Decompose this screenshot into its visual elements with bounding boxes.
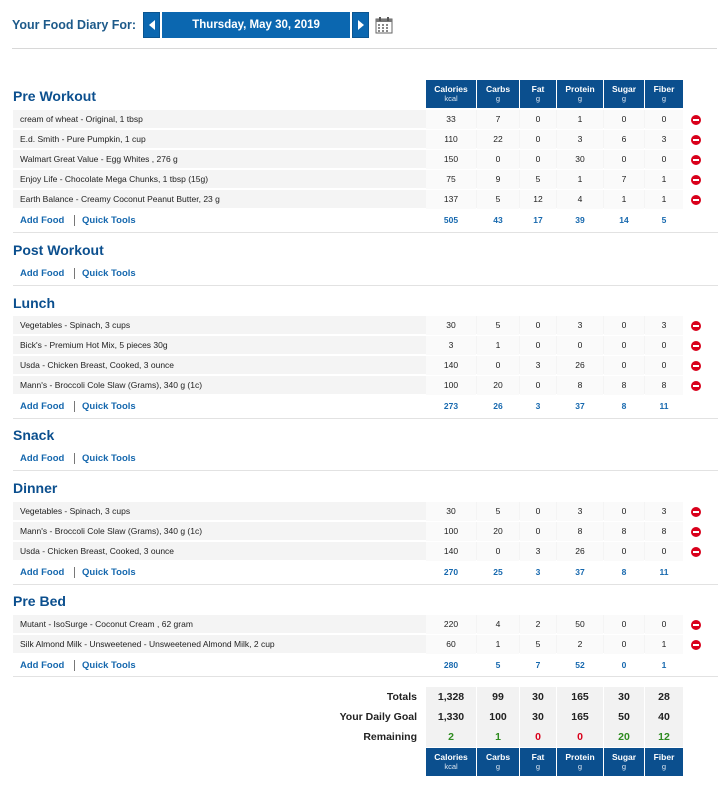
food-entry[interactable] bbox=[13, 150, 683, 169]
food-name: Bick's - Premium Hot Mix, 5 pieces 30g bbox=[20, 340, 168, 350]
column-header-sugar bbox=[604, 80, 644, 108]
section-divider bbox=[13, 232, 718, 233]
quick-tools-link[interactable]: Quick Tools bbox=[82, 567, 136, 578]
calories-value: 60 bbox=[426, 635, 476, 654]
remaining-sugar: 20 bbox=[604, 727, 644, 747]
delete-entry-icon[interactable] bbox=[691, 135, 701, 145]
carbs-value: 5 bbox=[477, 502, 519, 521]
meal-actions bbox=[13, 656, 683, 676]
column-name: Fiber bbox=[653, 84, 675, 94]
meal-total-sugar: 8 bbox=[621, 401, 627, 411]
carbs-value: 20 bbox=[477, 522, 519, 541]
column-unit: g bbox=[577, 762, 583, 771]
carbs-value: 9 bbox=[477, 170, 519, 189]
food-entry[interactable] bbox=[13, 336, 683, 355]
remaining-fat: 0 bbox=[520, 727, 556, 747]
protein-value: 0 bbox=[557, 336, 603, 355]
sugar-value: 7 bbox=[604, 170, 644, 189]
food-name: Mutant - IsoSurge - Coconut Cream , 62 gram bbox=[20, 619, 193, 629]
total-carbs: 99 bbox=[477, 687, 519, 707]
meal-total-protein: 52 bbox=[575, 660, 585, 670]
meal-total-carbs: 43 bbox=[493, 215, 503, 225]
food-entry[interactable] bbox=[13, 502, 683, 521]
delete-entry-icon[interactable] bbox=[691, 195, 701, 205]
meal-total-calories: 505 bbox=[443, 215, 459, 225]
delete-entry-icon[interactable] bbox=[691, 527, 701, 537]
summary-label: Totals bbox=[386, 691, 417, 703]
fiber-value: 0 bbox=[645, 542, 683, 561]
column-unit: g bbox=[495, 762, 501, 771]
meal-actions bbox=[13, 264, 683, 284]
sugar-value: 0 bbox=[604, 150, 644, 169]
goal-fat: 30 bbox=[520, 707, 556, 727]
summary-remaining-row bbox=[13, 727, 683, 747]
meal-actions bbox=[13, 563, 683, 583]
meal-total-protein: 37 bbox=[575, 401, 585, 411]
calories-value: 137 bbox=[426, 190, 476, 209]
diary-label: Your Food Diary For: bbox=[12, 18, 137, 32]
chevron-left-icon bbox=[149, 20, 155, 30]
food-name: Usda - Chicken Breast, Cooked, 3 ounce bbox=[20, 360, 175, 370]
delete-entry-icon[interactable] bbox=[691, 547, 701, 557]
protein-value: 1 bbox=[557, 110, 603, 129]
remaining-carbs: 1 bbox=[477, 727, 519, 747]
protein-value: 50 bbox=[557, 615, 603, 634]
fiber-value: 8 bbox=[645, 376, 683, 395]
sugar-value: 6 bbox=[604, 130, 644, 149]
calories-value: 140 bbox=[426, 356, 476, 375]
meal-total-carbs: 25 bbox=[493, 567, 503, 577]
meal-total-fiber: 1 bbox=[661, 660, 667, 670]
food-name: Silk Almond Milk - Unsweetened - Unsweetened Almond Milk, 2 cup bbox=[20, 639, 275, 649]
delete-entry-icon[interactable] bbox=[691, 341, 701, 351]
chevron-right-icon bbox=[358, 20, 364, 30]
carbs-value: 0 bbox=[477, 542, 519, 561]
food-entry[interactable] bbox=[13, 316, 683, 335]
meal-actions bbox=[13, 397, 683, 417]
meal-title-dinner: Dinner bbox=[13, 480, 58, 496]
quick-tools-link[interactable]: Quick Tools bbox=[82, 268, 136, 279]
column-footer-sugar bbox=[604, 748, 644, 776]
fat-value: 0 bbox=[520, 110, 556, 129]
column-header-fiber bbox=[645, 80, 683, 108]
protein-value: 4 bbox=[557, 190, 603, 209]
section-divider bbox=[13, 285, 718, 286]
food-name: Usda - Chicken Breast, Cooked, 3 ounce bbox=[20, 546, 175, 556]
column-unit: g bbox=[621, 762, 627, 771]
food-entry[interactable] bbox=[13, 110, 683, 129]
column-header-protein bbox=[557, 80, 603, 108]
protein-value: 3 bbox=[557, 316, 603, 335]
food-name: cream of wheat - Original, 1 tbsp bbox=[20, 114, 143, 124]
fat-value: 5 bbox=[520, 635, 556, 654]
food-name: Earth Balance - Creamy Coconut Peanut Butter, 23 g bbox=[20, 194, 220, 204]
total-fat: 30 bbox=[520, 687, 556, 707]
meal-total-fiber: 5 bbox=[661, 215, 667, 225]
sugar-value: 0 bbox=[604, 615, 644, 634]
remaining-calories: 2 bbox=[426, 727, 476, 747]
fat-value: 12 bbox=[520, 190, 556, 209]
column-unit: g bbox=[535, 762, 541, 771]
calendar-icon[interactable] bbox=[375, 16, 393, 34]
column-name: Sugar bbox=[611, 84, 637, 94]
meal-title-post-workout: Post Workout bbox=[13, 242, 104, 258]
calories-value: 100 bbox=[426, 376, 476, 395]
fiber-value: 0 bbox=[645, 110, 683, 129]
remaining-fiber: 12 bbox=[645, 727, 683, 747]
calories-value: 220 bbox=[426, 615, 476, 634]
sugar-value: 0 bbox=[604, 356, 644, 375]
food-name: Mann's - Broccoli Cole Slaw (Grams), 340 g (1c) bbox=[20, 526, 203, 536]
meal-total-sugar: 8 bbox=[621, 567, 627, 577]
delete-entry-icon[interactable] bbox=[691, 361, 701, 371]
sugar-value: 1 bbox=[604, 190, 644, 209]
link-separator bbox=[74, 401, 75, 412]
food-name: Mann's - Broccoli Cole Slaw (Grams), 340 g (1c) bbox=[20, 380, 203, 390]
protein-value: 3 bbox=[557, 130, 603, 149]
total-calories: 1,328 bbox=[426, 687, 476, 707]
meal-actions bbox=[13, 449, 683, 469]
fat-value: 5 bbox=[520, 170, 556, 189]
column-unit: g bbox=[661, 762, 667, 771]
carbs-value: 5 bbox=[477, 190, 519, 209]
delete-entry-icon[interactable] bbox=[691, 155, 701, 165]
column-name: Calories bbox=[434, 84, 468, 94]
food-entry[interactable] bbox=[13, 635, 683, 654]
sugar-value: 0 bbox=[604, 635, 644, 654]
calories-value: 30 bbox=[426, 502, 476, 521]
column-unit: kcal bbox=[444, 94, 458, 103]
goal-fiber: 40 bbox=[645, 707, 683, 727]
food-entry[interactable] bbox=[13, 615, 683, 634]
column-name: Fiber bbox=[653, 752, 675, 762]
add-food-link[interactable]: Add Food bbox=[20, 215, 65, 226]
column-header-carbs bbox=[477, 80, 519, 108]
section-divider bbox=[13, 418, 718, 419]
fat-value: 0 bbox=[520, 336, 556, 355]
meal-total-carbs: 5 bbox=[495, 660, 501, 670]
column-header-calories bbox=[426, 80, 476, 108]
meal-total-calories: 280 bbox=[443, 660, 459, 670]
column-footer-fat bbox=[520, 748, 556, 776]
meal-total-protein: 39 bbox=[575, 215, 585, 225]
column-unit: g bbox=[495, 94, 501, 103]
calories-value: 140 bbox=[426, 542, 476, 561]
next-day-button[interactable] bbox=[352, 12, 369, 38]
link-separator bbox=[74, 567, 75, 578]
delete-entry-icon[interactable] bbox=[691, 381, 701, 391]
protein-value: 1 bbox=[557, 170, 603, 189]
food-name: E.d. Smith - Pure Pumpkin, 1 cup bbox=[20, 134, 146, 144]
link-separator bbox=[74, 215, 75, 226]
meal-title-snack: Snack bbox=[13, 427, 55, 443]
protein-value: 8 bbox=[557, 376, 603, 395]
delete-entry-icon[interactable] bbox=[691, 115, 701, 125]
column-name: Protein bbox=[565, 84, 595, 94]
link-separator bbox=[74, 660, 75, 671]
fat-value: 0 bbox=[520, 150, 556, 169]
diary-header bbox=[12, 12, 393, 38]
meal-total-fiber: 11 bbox=[659, 567, 669, 577]
summary-totals-row bbox=[13, 687, 683, 707]
fiber-value: 3 bbox=[645, 316, 683, 335]
meal-total-fat: 3 bbox=[535, 401, 541, 411]
goal-calories: 1,330 bbox=[426, 707, 476, 727]
column-unit: kcal bbox=[444, 762, 458, 771]
column-name: Carbs bbox=[485, 752, 511, 762]
fat-value: 0 bbox=[520, 376, 556, 395]
goal-protein: 165 bbox=[557, 707, 603, 727]
protein-value: 3 bbox=[557, 502, 603, 521]
quick-tools-link[interactable]: Quick Tools bbox=[82, 453, 136, 464]
food-entry[interactable] bbox=[13, 376, 683, 395]
calories-value: 150 bbox=[426, 150, 476, 169]
column-footer-carbs bbox=[477, 748, 519, 776]
delete-entry-icon[interactable] bbox=[691, 640, 701, 650]
fat-value: 0 bbox=[520, 502, 556, 521]
carbs-value: 4 bbox=[477, 615, 519, 634]
delete-entry-icon[interactable] bbox=[691, 175, 701, 185]
meal-total-fat: 3 bbox=[535, 567, 541, 577]
goal-sugar: 50 bbox=[604, 707, 644, 727]
fiber-value: 0 bbox=[645, 356, 683, 375]
food-name: Vegetables - Spinach, 3 cups bbox=[20, 320, 131, 330]
column-footer-protein bbox=[557, 748, 603, 776]
sugar-value: 8 bbox=[604, 376, 644, 395]
total-fiber: 28 bbox=[645, 687, 683, 707]
fiber-value: 0 bbox=[645, 336, 683, 355]
meal-title-pre-workout: Pre Workout bbox=[13, 88, 96, 104]
delete-entry-icon[interactable] bbox=[691, 620, 701, 630]
current-date: Thursday, May 30, 2019 bbox=[162, 12, 350, 38]
section-divider bbox=[13, 676, 718, 677]
column-unit: g bbox=[621, 94, 627, 103]
food-entry[interactable] bbox=[13, 190, 683, 209]
total-sugar: 30 bbox=[604, 687, 644, 707]
fat-value: 2 bbox=[520, 615, 556, 634]
calories-value: 30 bbox=[426, 316, 476, 335]
add-food-link[interactable]: Add Food bbox=[20, 268, 65, 279]
add-food-link[interactable]: Add Food bbox=[20, 401, 65, 412]
fat-value: 0 bbox=[520, 316, 556, 335]
summary-label: Your Daily Goal bbox=[339, 711, 417, 723]
delete-entry-icon[interactable] bbox=[691, 321, 701, 331]
section-divider bbox=[13, 470, 718, 471]
sugar-value: 0 bbox=[604, 502, 644, 521]
calories-value: 110 bbox=[426, 130, 476, 149]
meal-total-sugar: 14 bbox=[619, 215, 629, 225]
calories-value: 33 bbox=[426, 110, 476, 129]
column-footer-fiber bbox=[645, 748, 683, 776]
protein-value: 26 bbox=[557, 542, 603, 561]
carbs-value: 1 bbox=[477, 635, 519, 654]
meal-total-fat: 7 bbox=[535, 660, 541, 670]
summary-goal-row bbox=[13, 707, 683, 727]
fiber-value: 1 bbox=[645, 190, 683, 209]
column-unit: g bbox=[577, 94, 583, 103]
carbs-value: 5 bbox=[477, 316, 519, 335]
carbs-value: 1 bbox=[477, 336, 519, 355]
column-name: Fat bbox=[531, 752, 545, 762]
carbs-value: 0 bbox=[477, 356, 519, 375]
fiber-value: 3 bbox=[645, 502, 683, 521]
food-name: Vegetables - Spinach, 3 cups bbox=[20, 506, 131, 516]
calories-value: 75 bbox=[426, 170, 476, 189]
meal-total-fiber: 11 bbox=[659, 401, 669, 411]
meal-total-calories: 270 bbox=[443, 567, 459, 577]
header-divider bbox=[12, 48, 717, 49]
fat-value: 0 bbox=[520, 130, 556, 149]
meal-total-carbs: 26 bbox=[493, 401, 503, 411]
food-entry[interactable] bbox=[13, 356, 683, 375]
food-name: Walmart Great Value - Egg Whites , 276 g bbox=[20, 154, 178, 164]
remaining-protein: 0 bbox=[557, 727, 603, 747]
sugar-value: 0 bbox=[604, 316, 644, 335]
link-separator bbox=[74, 268, 75, 279]
column-unit: g bbox=[661, 94, 667, 103]
link-separator bbox=[74, 453, 75, 464]
food-name: Enjoy Life - Chocolate Mega Chunks, 1 tbsp (15g) bbox=[20, 174, 209, 184]
fat-value: 0 bbox=[520, 522, 556, 541]
fiber-value: 3 bbox=[645, 130, 683, 149]
carbs-value: 7 bbox=[477, 110, 519, 129]
food-entry[interactable] bbox=[13, 130, 683, 149]
meal-total-fat: 17 bbox=[533, 215, 543, 225]
quick-tools-link[interactable]: Quick Tools bbox=[82, 660, 136, 671]
carbs-value: 20 bbox=[477, 376, 519, 395]
column-name: Protein bbox=[565, 752, 595, 762]
calories-value: 100 bbox=[426, 522, 476, 541]
fat-value: 3 bbox=[520, 356, 556, 375]
goal-carbs: 100 bbox=[477, 707, 519, 727]
total-protein: 165 bbox=[557, 687, 603, 707]
add-food-link[interactable]: Add Food bbox=[20, 660, 65, 671]
column-name: Fat bbox=[531, 84, 545, 94]
food-entry[interactable] bbox=[13, 542, 683, 561]
protein-value: 26 bbox=[557, 356, 603, 375]
summary-label: Remaining bbox=[363, 731, 417, 743]
meal-title-pre-bed: Pre Bed bbox=[13, 593, 66, 609]
protein-value: 8 bbox=[557, 522, 603, 541]
add-food-link[interactable]: Add Food bbox=[20, 453, 65, 464]
column-footer-calories bbox=[426, 748, 476, 776]
sugar-value: 8 bbox=[604, 522, 644, 541]
meal-total-sugar: 0 bbox=[621, 660, 627, 670]
column-unit: g bbox=[535, 94, 541, 103]
food-entry[interactable] bbox=[13, 170, 683, 189]
fiber-value: 8 bbox=[645, 522, 683, 541]
sugar-value: 0 bbox=[604, 542, 644, 561]
date-navigator bbox=[143, 12, 369, 38]
fat-value: 3 bbox=[520, 542, 556, 561]
meal-actions bbox=[13, 211, 683, 231]
food-entry[interactable] bbox=[13, 522, 683, 541]
section-divider bbox=[13, 584, 718, 585]
column-name: Calories bbox=[434, 752, 468, 762]
calories-value: 3 bbox=[426, 336, 476, 355]
delete-entry-icon[interactable] bbox=[691, 507, 701, 517]
protein-value: 2 bbox=[557, 635, 603, 654]
column-name: Sugar bbox=[611, 752, 637, 762]
sugar-value: 0 bbox=[604, 336, 644, 355]
meal-title-lunch: Lunch bbox=[13, 295, 55, 311]
previous-day-button[interactable] bbox=[143, 12, 160, 38]
carbs-value: 0 bbox=[477, 150, 519, 169]
quick-tools-link[interactable]: Quick Tools bbox=[82, 401, 136, 412]
carbs-value: 22 bbox=[477, 130, 519, 149]
column-header-fat bbox=[520, 80, 556, 108]
sugar-value: 0 bbox=[604, 110, 644, 129]
quick-tools-link[interactable]: Quick Tools bbox=[82, 215, 136, 226]
add-food-link[interactable]: Add Food bbox=[20, 567, 65, 578]
fiber-value: 0 bbox=[645, 150, 683, 169]
meal-total-protein: 37 bbox=[575, 567, 585, 577]
fiber-value: 1 bbox=[645, 170, 683, 189]
column-name: Carbs bbox=[485, 84, 511, 94]
fiber-value: 0 bbox=[645, 615, 683, 634]
fiber-value: 1 bbox=[645, 635, 683, 654]
protein-value: 30 bbox=[557, 150, 603, 169]
meal-total-calories: 273 bbox=[443, 401, 459, 411]
